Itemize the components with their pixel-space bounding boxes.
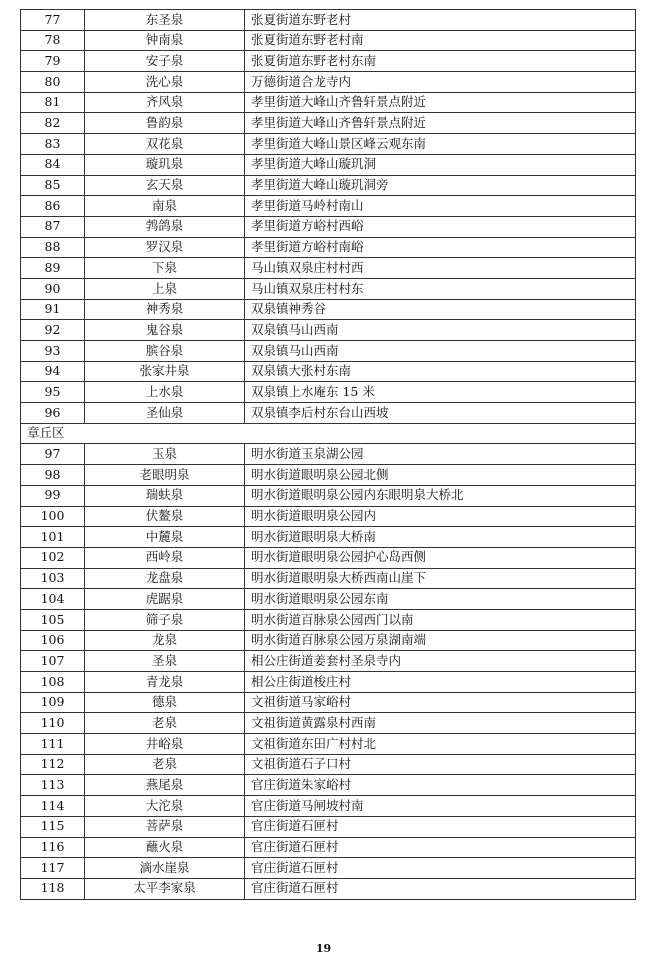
spring-number: 101 [21, 527, 85, 548]
spring-location: 孝里街道大峰山景区峰云观东南 [245, 134, 636, 155]
table-row [21, 589, 636, 610]
spring-location: 明水街道眼明泉公园护心岛西侧 [245, 547, 636, 568]
spring-name: 罗汉泉 [85, 237, 245, 258]
table-row [21, 713, 636, 734]
spring-name: 燕尾泉 [85, 775, 245, 796]
table-row [21, 361, 636, 382]
table-row [21, 816, 636, 837]
spring-name: 圣泉 [85, 651, 245, 672]
spring-location: 官庄街道马闸坡村南 [245, 796, 636, 817]
section-header-row [21, 423, 636, 444]
spring-number: 94 [21, 361, 85, 382]
spring-location: 明水街道眼明泉公园北侧 [245, 465, 636, 486]
spring-location: 马山镇双泉庄村村东 [245, 278, 636, 299]
table-row [21, 754, 636, 775]
table-row [21, 465, 636, 486]
spring-location: 双泉镇马山西南 [245, 320, 636, 341]
spring-location: 明水街道眼明泉公园东南 [245, 589, 636, 610]
spring-name: 大沱泉 [85, 796, 245, 817]
spring-number: 77 [21, 10, 85, 31]
table-row [21, 320, 636, 341]
spring-name: 滴水崖泉 [85, 858, 245, 879]
spring-name: 鲁韵泉 [85, 113, 245, 134]
table-row [21, 278, 636, 299]
spring-name: 井峪泉 [85, 734, 245, 755]
spring-name: 东圣泉 [85, 10, 245, 31]
spring-name: 西岭泉 [85, 547, 245, 568]
table-row [21, 154, 636, 175]
table-row [21, 134, 636, 155]
table-row [21, 10, 636, 31]
table-row [21, 878, 636, 899]
spring-number: 104 [21, 589, 85, 610]
table-row [21, 506, 636, 527]
table-row [21, 403, 636, 424]
table-row [21, 775, 636, 796]
table-row [21, 837, 636, 858]
spring-name: 老泉 [85, 754, 245, 775]
spring-name: 璇玑泉 [85, 154, 245, 175]
spring-location: 明水街道百脉泉公园西门以南 [245, 609, 636, 630]
spring-location: 明水街道眼明泉大桥南 [245, 527, 636, 548]
spring-location: 相公庄街道梭庄村 [245, 672, 636, 693]
table-row [21, 527, 636, 548]
table-row [21, 568, 636, 589]
spring-number: 95 [21, 382, 85, 403]
table-row [21, 175, 636, 196]
spring-name: 张家井泉 [85, 361, 245, 382]
spring-name: 瑞蚨泉 [85, 485, 245, 506]
spring-name: 青龙泉 [85, 672, 245, 693]
spring-number: 118 [21, 878, 85, 899]
spring-number: 90 [21, 278, 85, 299]
spring-location: 官庄街道石匣村 [245, 878, 636, 899]
spring-number: 79 [21, 51, 85, 72]
table-row [21, 258, 636, 279]
spring-location: 明水街道眼明泉公园内 [245, 506, 636, 527]
spring-number: 100 [21, 506, 85, 527]
spring-name: 菩萨泉 [85, 816, 245, 837]
spring-location: 文祖街道石子口村 [245, 754, 636, 775]
spring-location: 马山镇双泉庄村村西 [245, 258, 636, 279]
table-row [21, 382, 636, 403]
table-row [21, 672, 636, 693]
spring-name: 上水泉 [85, 382, 245, 403]
springs-table-body-a [21, 10, 636, 424]
spring-number: 113 [21, 775, 85, 796]
spring-location: 明水街道百脉泉公园万泉湖南端 [245, 630, 636, 651]
spring-number: 97 [21, 444, 85, 465]
table-row [21, 92, 636, 113]
spring-number: 91 [21, 299, 85, 320]
table-row [21, 216, 636, 237]
table-row [21, 734, 636, 755]
spring-number: 93 [21, 341, 85, 362]
spring-location: 孝里街道方峪村南峪 [245, 237, 636, 258]
spring-location: 孝里街道大峰山璇玑洞 [245, 154, 636, 175]
spring-number: 89 [21, 258, 85, 279]
spring-location: 张夏街道东野老村 [245, 10, 636, 31]
table-row [21, 72, 636, 93]
spring-name: 上泉 [85, 278, 245, 299]
spring-location: 双泉镇李后村东台山西坡 [245, 403, 636, 424]
spring-number: 80 [21, 72, 85, 93]
spring-name: 老泉 [85, 713, 245, 734]
spring-location: 张夏街道东野老村东南 [245, 51, 636, 72]
spring-number: 115 [21, 816, 85, 837]
spring-location: 双泉镇神秀谷 [245, 299, 636, 320]
spring-number: 88 [21, 237, 85, 258]
spring-name: 筛子泉 [85, 609, 245, 630]
spring-number: 107 [21, 651, 85, 672]
spring-location: 孝里街道马岭村南山 [245, 196, 636, 217]
table-row [21, 796, 636, 817]
spring-number: 109 [21, 692, 85, 713]
spring-name: 老眼明泉 [85, 465, 245, 486]
table-row [21, 444, 636, 465]
table-row [21, 196, 636, 217]
spring-location: 双泉镇大张村东南 [245, 361, 636, 382]
table-row [21, 30, 636, 51]
table-row [21, 51, 636, 72]
page-number: 19 [315, 942, 332, 955]
spring-name: 玄天泉 [85, 175, 245, 196]
spring-number: 83 [21, 134, 85, 155]
section-label-zhangqiu: 章丘区 [21, 423, 636, 444]
spring-number: 99 [21, 485, 85, 506]
spring-name: 蘸火泉 [85, 837, 245, 858]
table-row [21, 299, 636, 320]
spring-name: 齐风泉 [85, 92, 245, 113]
table-row [21, 237, 636, 258]
spring-number: 117 [21, 858, 85, 879]
spring-name: 双花泉 [85, 134, 245, 155]
spring-number: 84 [21, 154, 85, 175]
spring-location: 文祖街道黄露泉村西南 [245, 713, 636, 734]
spring-location: 明水街道眼明泉公园内东眼明泉大桥北 [245, 485, 636, 506]
spring-location: 孝里街道方峪村西峪 [245, 216, 636, 237]
spring-number: 116 [21, 837, 85, 858]
spring-name: 神秀泉 [85, 299, 245, 320]
table-row [21, 692, 636, 713]
spring-location: 官庄街道朱家峪村 [245, 775, 636, 796]
spring-name: 南泉 [85, 196, 245, 217]
spring-location: 孝里街道大峰山齐鲁轩景点附近 [245, 113, 636, 134]
spring-name: 中麓泉 [85, 527, 245, 548]
spring-name: 鬼谷泉 [85, 320, 245, 341]
spring-location: 孝里街道大峰山璇玑洞旁 [245, 175, 636, 196]
spring-name: 膑谷泉 [85, 341, 245, 362]
spring-number: 114 [21, 796, 85, 817]
spring-number: 86 [21, 196, 85, 217]
spring-number: 81 [21, 92, 85, 113]
table-row [21, 485, 636, 506]
spring-location: 文祖街道东田广村村北 [245, 734, 636, 755]
table-row [21, 651, 636, 672]
spring-location: 张夏街道东野老村南 [245, 30, 636, 51]
spring-location: 万德街道合龙寺内 [245, 72, 636, 93]
spring-location: 文祖街道马家峪村 [245, 692, 636, 713]
spring-name: 龙泉 [85, 630, 245, 651]
spring-location: 双泉镇马山西南 [245, 341, 636, 362]
springs-table [20, 9, 636, 900]
spring-number: 92 [21, 320, 85, 341]
spring-number: 103 [21, 568, 85, 589]
spring-name: 钟南泉 [85, 30, 245, 51]
spring-location: 官庄街道石匣村 [245, 816, 636, 837]
spring-name: 龙盘泉 [85, 568, 245, 589]
spring-location: 双泉镇上水庵东 15 米 [245, 382, 636, 403]
spring-location: 明水街道眼明泉大桥西南山崖下 [245, 568, 636, 589]
table-row [21, 341, 636, 362]
spring-number: 112 [21, 754, 85, 775]
section-header-group [21, 423, 636, 444]
spring-number: 98 [21, 465, 85, 486]
spring-location: 孝里街道大峰山齐鲁轩景点附近 [245, 92, 636, 113]
table-row [21, 858, 636, 879]
spring-name: 太平李家泉 [85, 878, 245, 899]
spring-name: 玉泉 [85, 444, 245, 465]
spring-location: 官庄街道石匣村 [245, 837, 636, 858]
table-row [21, 113, 636, 134]
spring-number: 106 [21, 630, 85, 651]
spring-name: 虎踞泉 [85, 589, 245, 610]
spring-number: 78 [21, 30, 85, 51]
spring-number: 102 [21, 547, 85, 568]
spring-name: 洗心泉 [85, 72, 245, 93]
spring-number: 96 [21, 403, 85, 424]
spring-number: 82 [21, 113, 85, 134]
spring-name: 下泉 [85, 258, 245, 279]
table-row [21, 609, 636, 630]
spring-location: 明水街道玉泉湖公园 [245, 444, 636, 465]
spring-number: 105 [21, 609, 85, 630]
spring-name: 伏鳌泉 [85, 506, 245, 527]
spring-location: 相公庄街道姜套村圣泉寺内 [245, 651, 636, 672]
spring-number: 111 [21, 734, 85, 755]
spring-number: 87 [21, 216, 85, 237]
spring-name: 安子泉 [85, 51, 245, 72]
table-row [21, 547, 636, 568]
springs-table-body-b [21, 444, 636, 899]
table-row [21, 630, 636, 651]
spring-number: 85 [21, 175, 85, 196]
spring-name: 鹁鸽泉 [85, 216, 245, 237]
spring-name: 圣仙泉 [85, 403, 245, 424]
spring-number: 108 [21, 672, 85, 693]
spring-number: 110 [21, 713, 85, 734]
spring-location: 官庄街道石匣村 [245, 858, 636, 879]
spring-name: 德泉 [85, 692, 245, 713]
